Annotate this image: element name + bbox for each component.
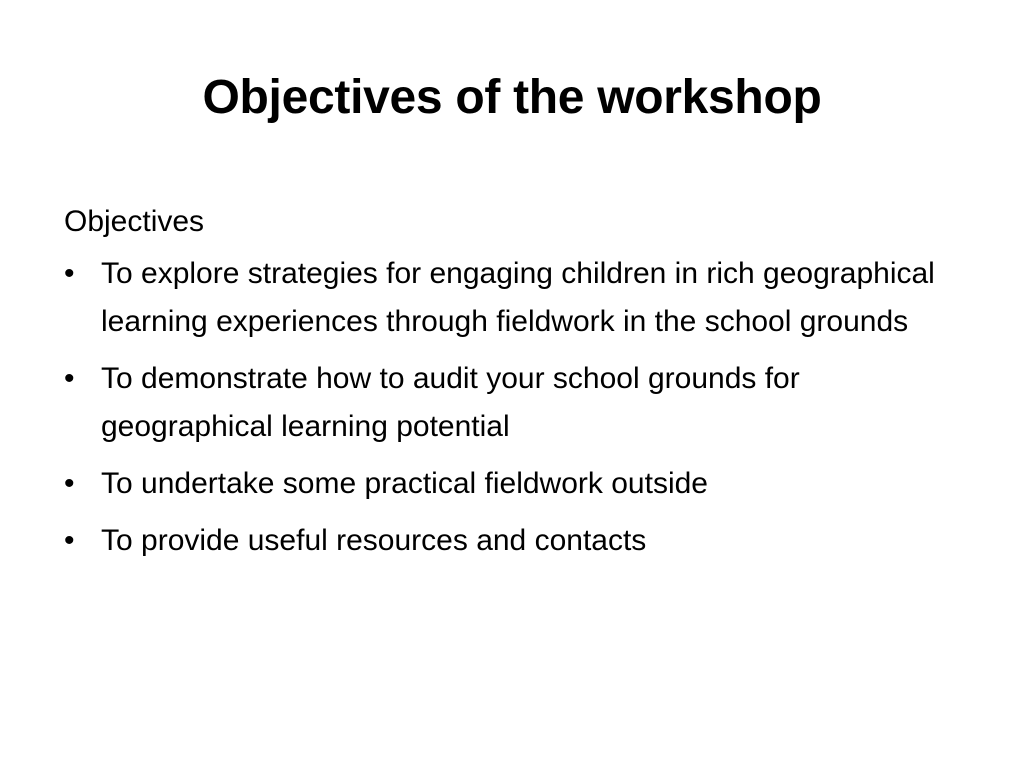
- bullet-text: To undertake some practical fieldwork outside: [101, 467, 708, 500]
- bullet-item: [64, 517, 974, 565]
- bullet-icon: •: [64, 524, 75, 557]
- bullet-icon: •: [64, 257, 75, 290]
- bullet-list: [64, 250, 974, 565]
- slide-body: [64, 198, 974, 574]
- bullet-text: To provide useful resources and contacts: [101, 524, 647, 557]
- bullet-icon: •: [64, 362, 75, 395]
- slide-title: Objectives of the workshop: [202, 71, 822, 124]
- bullet-text: To demonstrate how to audit your school grounds for geographical learning potential: [101, 362, 800, 443]
- bullet-item: [64, 355, 974, 451]
- section-heading: Objectives: [64, 205, 205, 238]
- bullet-item: [64, 460, 974, 508]
- bullet-icon: •: [64, 467, 75, 500]
- bullet-item: [64, 250, 974, 346]
- bullet-text: To explore strategies for engaging children in rich geographical learning experiences through fieldwork in the school grounds: [101, 257, 935, 338]
